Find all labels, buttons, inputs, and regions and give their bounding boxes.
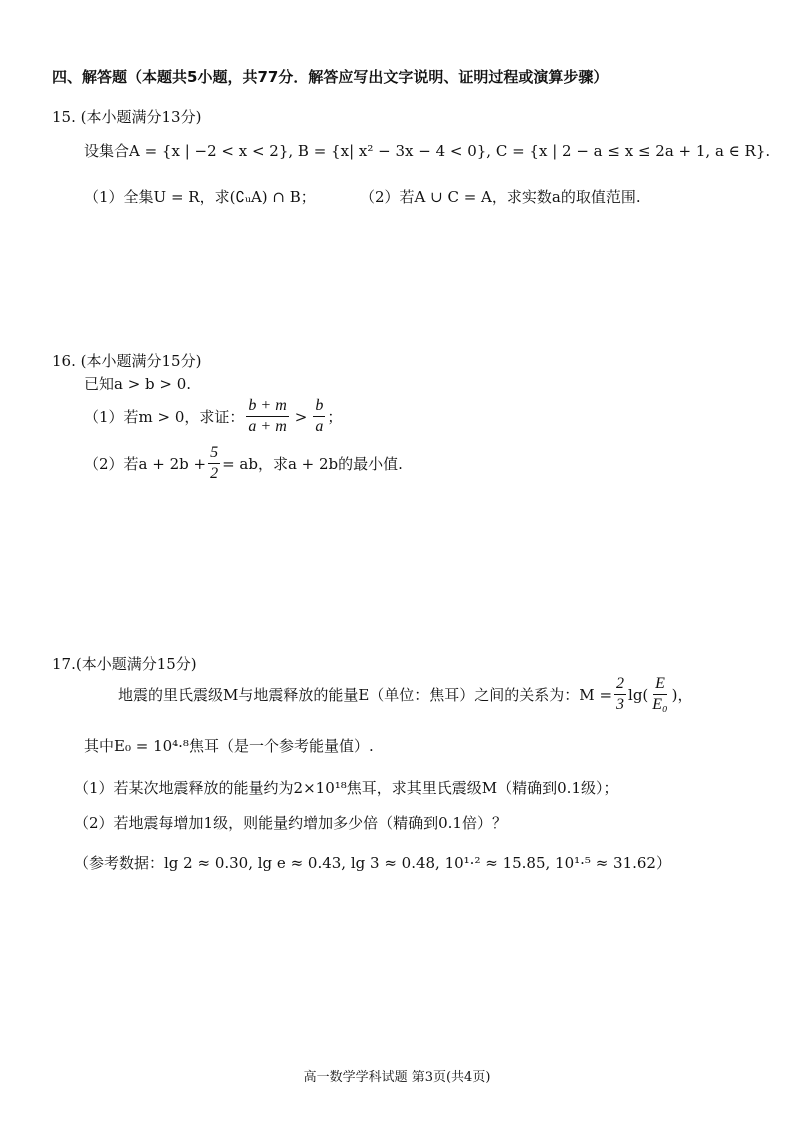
q16-part1-fraction-left <box>246 396 288 437</box>
page-footer: 高一数学学科试题 第3页(共4页) <box>303 1070 491 1085</box>
fraction-numerator: 5 <box>208 443 220 464</box>
q17-header: 17.(本小题满分15分) <box>52 655 197 673</box>
fraction-denominator: a + m <box>248 418 287 435</box>
q17-part2: （2）若地震每增加1级，则能量约增加多少倍（精确到0.1倍）？ <box>74 814 507 832</box>
fraction-numerator: 2 <box>614 674 626 695</box>
q17-line1-suffix: )， <box>671 686 693 704</box>
fraction-denominator: E₀ <box>652 696 668 713</box>
q16-given: 已知a > b > 0. <box>84 375 192 393</box>
q17-lg: lg( <box>628 685 649 704</box>
q15-part1: （1）全集U = R，求(∁ᵤA) ∩ B； <box>84 188 316 206</box>
q16-part2-suffix: = ab，求a + 2b的最小值. <box>222 455 403 473</box>
q16-part1 <box>84 396 342 437</box>
q17-formula-line <box>118 674 692 715</box>
q17-reference-data: （参考数据：lg 2 ≈ 0.30, lg e ≈ 0.43, lg 3 ≈ 0.48, 10¹·² ≈ 15.85, 10¹·⁵ ≈ 31.62） <box>74 854 671 872</box>
q16-part1-fraction-right <box>313 396 325 437</box>
q16-part2-fraction <box>208 443 220 484</box>
fraction-denominator: 3 <box>616 696 625 713</box>
fraction-denominator: a <box>315 418 324 435</box>
q16-part1-suffix: ； <box>327 408 343 426</box>
q16-part1-prefix: （1）若m > 0，求证： <box>84 408 245 426</box>
fraction-numerator: b + m <box>246 396 288 417</box>
q16-part1-gt: > <box>294 407 308 426</box>
q15-set-definition: 设集合A = {x | −2 < x < 2}, B = {x| x² − 3x − 4 < 0}, C = {x | 2 − a ≤ x ≤ 2a + 1, a ∈ R}. <box>84 142 771 160</box>
q17-part1: （1）若某次地震释放的能量约为2×10¹⁸焦耳，求其里氏震级M（精确到0.1级）； <box>74 779 619 797</box>
q16-part2 <box>84 443 403 484</box>
q17-fraction-two-thirds <box>614 674 626 715</box>
q15-header: 15. (本小题满分13分) <box>52 108 202 126</box>
q16-header: 16. (本小题满分15分) <box>52 352 202 370</box>
q17-line1-prefix: 地震的里氏震级M与地震释放的能量E（单位：焦耳）之间的关系为：M = <box>118 686 613 704</box>
q15-part2: （2）若A ∪ C = A，求实数a的取值范围. <box>360 188 641 206</box>
q17-line2: 其中E₀ = 10⁴·⁸焦耳（是一个参考能量值）. <box>84 737 374 755</box>
q16-part2-prefix: （2）若a + 2b + <box>84 455 207 473</box>
fraction-numerator: E <box>653 674 667 695</box>
section-title: 四、解答题（本题共5小题，共77分．解答应写出文字说明、证明过程或演算步骤） <box>52 68 609 86</box>
fraction-numerator: b <box>313 396 325 417</box>
fraction-denominator: 2 <box>210 465 219 482</box>
q17-fraction-energy <box>650 674 669 715</box>
